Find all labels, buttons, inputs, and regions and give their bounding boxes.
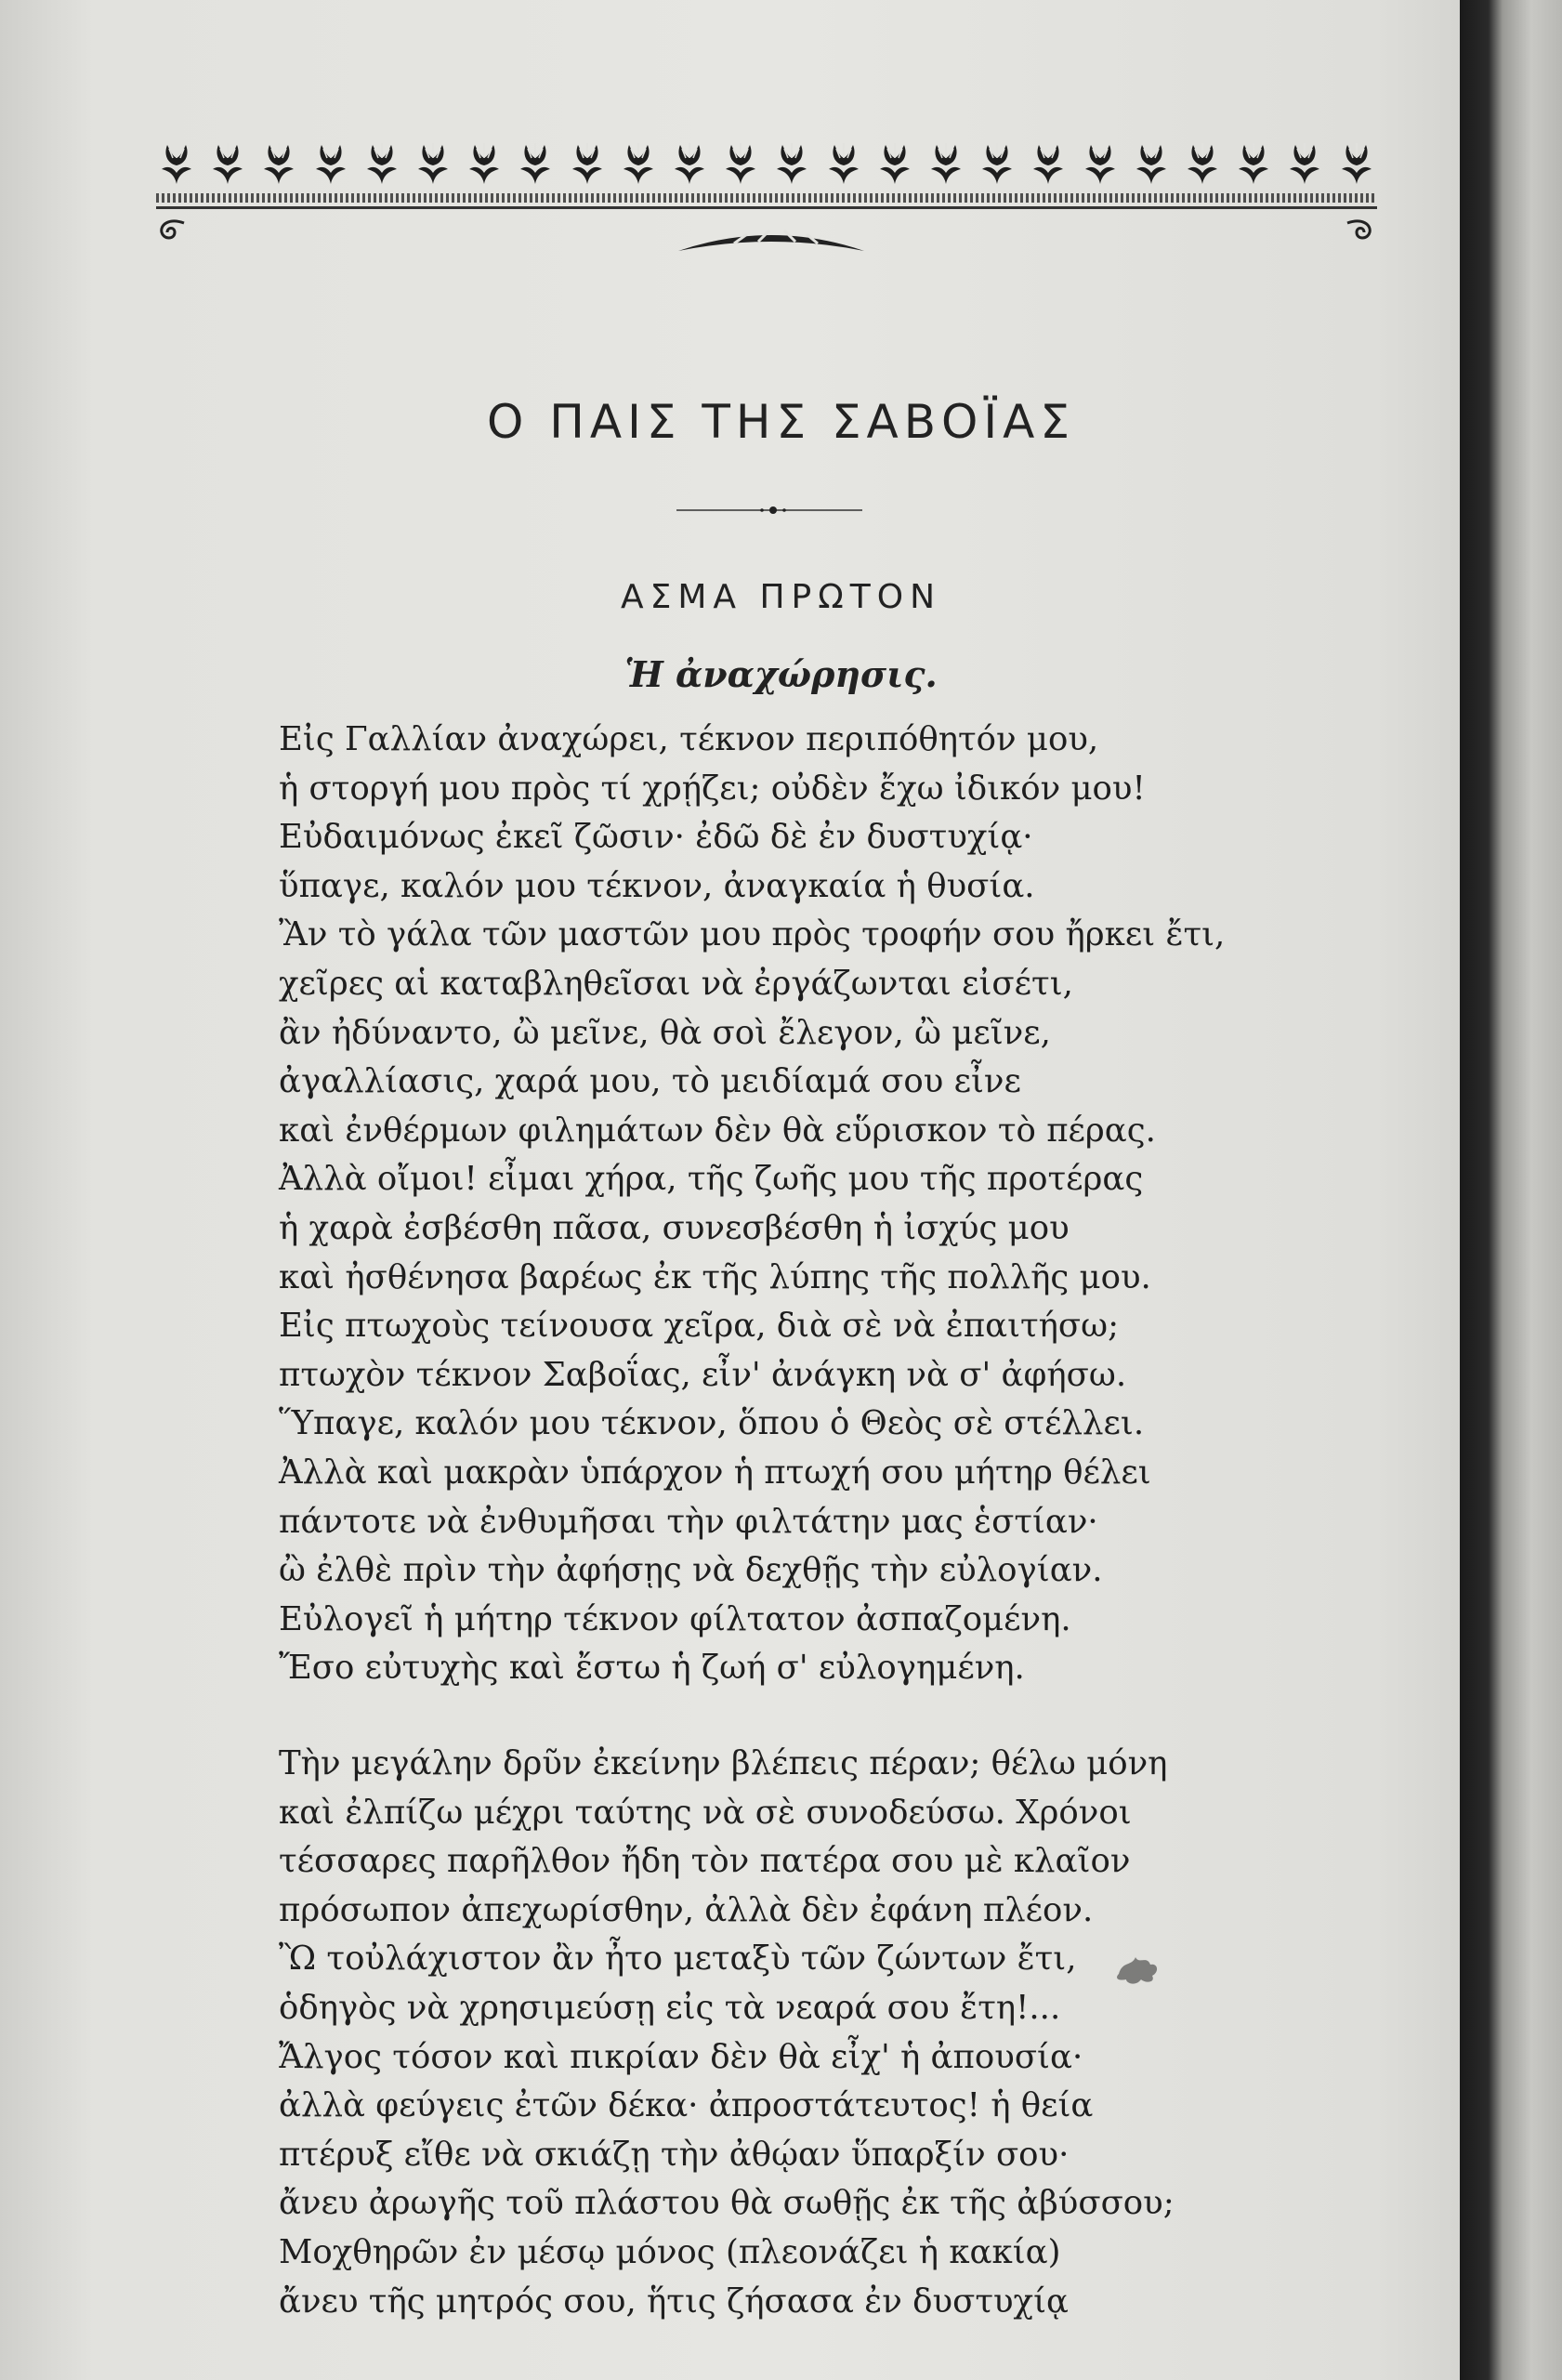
flower-ornament-icon: [1182, 138, 1223, 186]
scroll-flourish-icon: [1344, 216, 1375, 247]
header-rule: [156, 206, 1377, 209]
poem-line: πτωχὸν τέκνον Σαβοΐας, εἶν' ἀνάγκη νὰ σ' ἀφήσω.: [279, 1355, 1127, 1394]
page-title: Ο ΠΑΙΣ ΤΗΣ ΣΑΒΟΪΑΣ: [487, 395, 1075, 449]
poem-line: Ἀλλὰ καὶ μακρὰν ὑπάρχον ἡ πτωχή σου μήτηρ θέλει: [279, 1453, 1151, 1492]
flower-ornament-icon: [618, 138, 659, 186]
poem-line: ἄνευ τῆς μητρός σου, ἥτις ζήσασα ἐν δυστυχίᾳ: [279, 2281, 1069, 2321]
flower-ornament-icon: [464, 138, 505, 186]
poem-line: ἂν ἠδύναντο, ὢ μεῖνε, θὰ σοὶ ἔλεγον, ὢ μεῖνε,: [279, 1013, 1051, 1052]
flower-ornament-icon: [1233, 138, 1274, 186]
poem-line: Εὐλογεῖ ἡ μήτηρ τέκνον φίλτατον ἀσπαζομένη.: [279, 1599, 1071, 1638]
poem-line: ὢ ἐλθὲ πρὶν τὴν ἀφήσῃς νὰ δεχθῇς τὴν εὐλογίαν.: [279, 1551, 1103, 1590]
flower-ornament-icon: [925, 138, 966, 186]
poem-line: καὶ ἠσθένησα βαρέως ἐκ τῆς λύπης τῆς πολλῆς μου.: [279, 1257, 1151, 1296]
flower-ornament-icon: [361, 138, 402, 186]
poem-line: πρόσωπον ἀπεχωρίσθην, ἀλλὰ δὲν ἐφάνη πλέον.: [279, 1890, 1094, 1929]
poem-line: τέσσαρες παρῆλθον ἤδη τὸν πατέρα σου μὲ κλαῖον: [279, 1842, 1131, 1881]
flower-ornament-icon: [413, 138, 453, 186]
poem-line: Εἰς πτωχοὺς τείνουσα χεῖρα, διὰ σὲ νὰ ἐπαιτήσω;: [279, 1307, 1120, 1346]
poem-line: ἡ στοργή μου πρὸς τί χρῄζει; οὐδὲν ἔχω ἰδικόν μου!: [279, 769, 1146, 808]
flower-ornament-icon: [310, 138, 351, 186]
section-title: ΑΣΜΑ ΠΡΩΤΟΝ: [620, 578, 942, 616]
poem-line: χεῖρες αἱ καταβληθεῖσαι νὰ ἐργάζωνται εἰσέτι,: [279, 964, 1073, 1003]
poem-stanza-1: [279, 716, 1264, 1693]
poem-line: Ἀλλὰ οἴμοι! εἶμαι χήρα, τῆς ζωῆς μου τῆς προτέρας: [279, 1160, 1144, 1199]
flower-ornament-icon: [874, 138, 915, 186]
flower-ornament-icon: [1080, 138, 1121, 186]
poem-line: ἀγαλλίασις, χαρά μου, τὸ μειδίαμά σου εἶνε: [279, 1062, 1021, 1101]
flower-ornament-icon: [156, 138, 197, 186]
section-subtitle: Ἡ ἀναχώρησις.: [624, 653, 938, 695]
poem-line: ὕπαγε, καλόν μου τέκνον, ἀναγκαία ἡ θυσία.: [279, 866, 1035, 905]
poem-line: Ἄλγος τόσον καὶ πικρίαν δὲν θὰ εἶχ' ἡ ἀπουσία·: [279, 2037, 1083, 2076]
poem-line: ὁδηγὸς νὰ χρησιμεύσῃ εἰς τὰ νεαρά σου ἔτη!...: [279, 1988, 1061, 2027]
ink-blot-mark: [1113, 1952, 1162, 1987]
flower-ornament-icon: [669, 138, 710, 186]
flower-ornament-icon: [1131, 138, 1172, 186]
flower-ornament-icon: [823, 138, 864, 186]
flower-ornament-icon: [1028, 138, 1069, 186]
poem-line: καὶ ἐνθέρμων φιλημάτων δὲν θὰ εὕρισκον τὸ πέρας.: [279, 1111, 1156, 1150]
center-flourish-icon: [669, 223, 873, 255]
poem-line: καὶ ἐλπίζω μέχρι ταύτης νὰ σὲ συνοδεύσω. Χρόνοι: [279, 1793, 1132, 1832]
poem-line: ἀλλὰ φεύγεις ἐτῶν δέκα· ἀπροστάτευτος! ἡ θεία: [279, 2086, 1094, 2125]
flower-ornament-icon: [258, 138, 299, 186]
poem-line: Εἰς Γαλλίαν ἀναχώρει, τέκνον περιπόθητόν μου,: [279, 720, 1099, 758]
flower-ornament-icon: [771, 138, 812, 186]
poem-line: Ἔσο εὐτυχὴς καὶ ἔστω ἡ ζωή σ' εὐλογημένη.: [279, 1649, 1025, 1688]
flower-ornament-icon: [207, 138, 248, 186]
flower-ornament-icon: [515, 138, 556, 186]
scroll-flourish-icon: [156, 216, 188, 247]
poem-line: Τὴν μεγάλην δρῦν ἐκείνην βλέπεις πέραν; θέλω μόνη: [279, 1744, 1168, 1782]
poem-line: Ὢ τοὐλάχιστον ἂν ἦτο μεταξὺ τῶν ζώντων ἔτι,: [279, 1940, 1077, 1979]
header-dotted-rule: [156, 193, 1377, 203]
title-divider: [676, 505, 862, 516]
flower-ornament-icon: [1284, 138, 1325, 186]
poem-line: Μοχθηρῶν ἐν μέσῳ μόνος (πλεονάζει ἡ κακία): [279, 2232, 1061, 2271]
flower-ornament-icon: [1336, 138, 1377, 186]
poem-line: Εὐδαιμόνως ἐκεῖ ζῶσιν· ἐδῶ δὲ ἐν δυστυχίᾳ·: [279, 818, 1033, 857]
poem-line: Ὕπαγε, καλόν μου τέκνον, ὅπου ὁ Θεὸς σὲ στέλλει.: [279, 1404, 1145, 1443]
book-gutter: [1460, 0, 1562, 2380]
poem-line: πτέρυξ εἴθε νὰ σκιάζῃ τὴν ἀθῴαν ὕπαρξίν σου·: [279, 2135, 1070, 2174]
flower-ornament-icon: [720, 138, 761, 186]
poem-line: ἄνευ ἀρωγῆς τοῦ πλάστου θὰ σωθῇς ἐκ τῆς ἀβύσσου;: [279, 2184, 1175, 2223]
poem-stanza-2: [279, 1740, 1264, 2326]
poem-line: ἡ χαρὰ ἐσβέσθη πᾶσα, συνεσβέσθη ἡ ἰσχύς μου: [279, 1208, 1070, 1247]
poem-line: Ἂν τὸ γάλα τῶν μαστῶν μου πρὸς τροφήν σου ἤρκει ἔτι,: [279, 915, 1226, 954]
flower-ornament-icon: [567, 138, 608, 186]
flower-ornament-icon: [977, 138, 1017, 186]
header-ornament-row: [156, 130, 1377, 186]
poem-line: πάντοτε νὰ ἐνθυμῆσαι τὴν φιλτάτην μας ἑστίαν·: [279, 1502, 1098, 1541]
